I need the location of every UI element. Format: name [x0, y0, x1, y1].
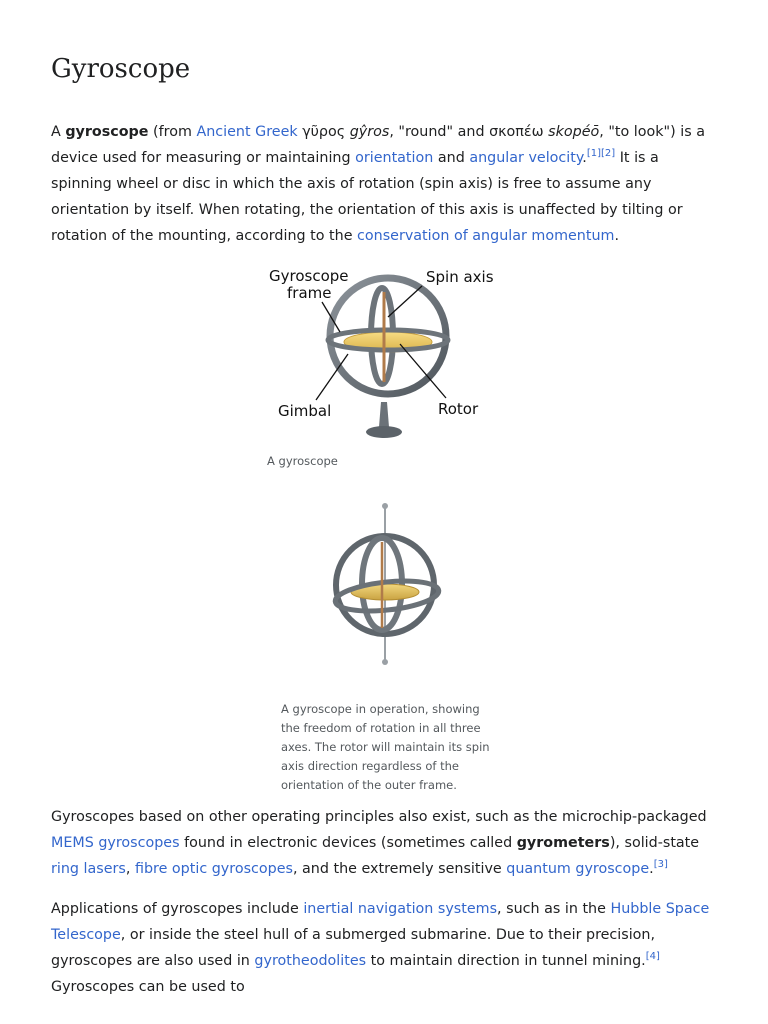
link-conservation-angular-momentum[interactable]: conservation of angular momentum	[357, 228, 615, 244]
link-ancient-greek[interactable]: Ancient Greek	[196, 124, 298, 140]
intro-text: and	[433, 150, 470, 166]
link-ring-lasers[interactable]: ring lasers	[51, 861, 126, 877]
para3-text: to maintain direction in tunnel mining.	[366, 953, 646, 969]
reference-1[interactable]: [1]	[586, 148, 601, 160]
label-gyroscope-frame-line1: Gyroscope	[269, 267, 349, 285]
link-gyrotheodolites[interactable]: gyrotheodolites	[254, 953, 367, 969]
term-gyroscope: gyroscope	[65, 124, 149, 140]
intro-paragraph	[51, 119, 723, 249]
intro-text: .	[614, 228, 620, 244]
intro-text: (from	[148, 124, 197, 140]
para2-text: found in electronic devices (sometimes called	[179, 835, 517, 851]
gyroscope-diagram-image	[260, 262, 510, 444]
para2-text: , and the extremely sensitive	[292, 861, 507, 877]
reference-4[interactable]: [4]	[645, 951, 660, 963]
label-gyroscope-frame-line2: frame	[287, 284, 332, 302]
link-quantum-gyroscope[interactable]: quantum gyroscope	[506, 861, 650, 877]
gyroscope-animation-figure[interactable]	[322, 500, 452, 668]
term-gyrometers: gyrometers	[516, 835, 610, 851]
intro-text: A	[51, 124, 66, 140]
greek-word-round: γῦρος	[297, 124, 350, 140]
intro-text: , "to look") is a device used for measuring or maintaining	[51, 124, 705, 166]
label-gimbal: Gimbal	[278, 402, 332, 420]
label-rotor: Rotor	[438, 400, 479, 418]
para2-text: Gyroscopes based on other operating principles also exist, such as the microchip-packaged	[51, 809, 707, 825]
para2-text: .	[649, 861, 654, 877]
page-title: Gyroscope	[51, 54, 191, 84]
para2-text: ,	[125, 861, 135, 877]
reference-2[interactable]: [2]	[601, 148, 616, 160]
transliteration-gyros: gŷros	[349, 124, 390, 140]
link-fibre-optic-gyroscopes[interactable]: fibre optic gyroscopes	[134, 861, 293, 877]
figure1-caption: A gyroscope	[267, 454, 338, 468]
link-angular-velocity[interactable]: angular velocity	[469, 150, 583, 166]
para3-text: , or inside the steel hull of a submerged submarine. Due to their precision, gyroscopes are also used in	[51, 927, 656, 969]
link-hubble-space-telescope[interactable]: Hubble Space Telescope	[51, 901, 710, 943]
intro-text: , "round" and σκοπέω	[389, 124, 549, 140]
para2-text: ), solid-state	[609, 835, 700, 851]
principles-paragraph	[51, 804, 723, 882]
para3-text: Applications of gyroscopes include	[51, 901, 304, 917]
para3-text: Gyroscopes can be used to	[51, 979, 245, 995]
applications-paragraph	[51, 896, 723, 1000]
para3-text: , such as in the	[497, 901, 611, 917]
intro-text: It is a spinning wheel or disc in which the axis of rotation (spin axis) is free to assume any orientation by itself. When rotating, the orientation of this axis is unaffected by tilting or rotation of the mounting, according to the	[51, 150, 683, 244]
link-inertial-navigation-systems[interactable]: inertial navigation systems	[303, 901, 498, 917]
reference-3[interactable]: [3]	[653, 859, 668, 871]
link-orientation[interactable]: orientation	[355, 150, 434, 166]
gyroscope-diagram-figure[interactable]	[260, 262, 510, 444]
gyroscope-animation-image	[322, 500, 452, 668]
intro-text: .	[582, 150, 587, 166]
transliteration-skopeo: skopéō	[548, 124, 600, 140]
label-spin-axis: Spin axis	[426, 268, 494, 286]
figure2-caption: A gyroscope in operation, showing the freedom of rotation in all three axes. The rotor will maintain its spin axis direction regardless of the orientation of the outer frame.	[281, 702, 490, 792]
link-mems-gyroscopes[interactable]: MEMS gyroscopes	[51, 835, 180, 851]
